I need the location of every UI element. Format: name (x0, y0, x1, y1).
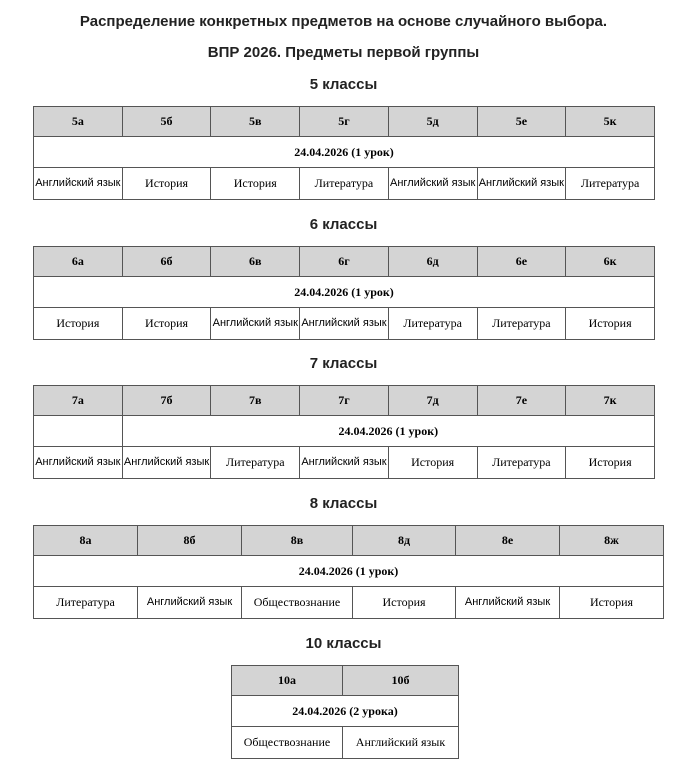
grade10-title: 10 классы (305, 635, 382, 652)
empty-cell (34, 416, 123, 447)
class-header: 6а (34, 247, 123, 277)
grade8-table (33, 525, 664, 619)
subject-cell: История (560, 587, 664, 619)
page-title-line2: ВПР 2026. Предметы первой группы (207, 44, 480, 61)
exam-date: 24.04.2026 (1 урок) (34, 137, 655, 168)
grade5-subject-row (34, 168, 655, 200)
grade7-title: 7 классы (309, 355, 378, 372)
class-header: 7г (300, 386, 389, 416)
grade5-header-row (34, 107, 655, 137)
page-title-line1: Распределение конкретных предметов на основе случайного выбора. (79, 13, 608, 30)
class-header: 7д (388, 386, 477, 416)
class-header: 7а (34, 386, 123, 416)
grade10-date-row (232, 696, 459, 727)
exam-date: 24.04.2026 (2 урока) (232, 696, 459, 727)
grade7-subject-row (34, 447, 655, 479)
subject-cell: Английский язык (300, 308, 389, 340)
subject-cell: Обществознание (232, 727, 343, 759)
subject-cell: Английский язык (211, 308, 300, 340)
class-header: 7в (211, 386, 300, 416)
grade6-title: 6 классы (309, 216, 378, 233)
exam-date: 24.04.2026 (1 урок) (122, 416, 654, 447)
class-header: 8е (456, 526, 560, 556)
subject-cell: Обществознание (242, 587, 353, 619)
class-header: 5а (34, 107, 123, 137)
subject-cell: Английский язык (456, 587, 560, 619)
class-header: 8д (353, 526, 456, 556)
class-header: 5б (122, 107, 211, 137)
exam-date: 24.04.2026 (1 урок) (34, 277, 655, 308)
grade6-subject-row (34, 308, 655, 340)
grade7-date-row (34, 416, 655, 447)
class-header: 5к (566, 107, 655, 137)
class-header: 7к (566, 386, 655, 416)
class-header: 5е (477, 107, 566, 137)
subject-cell: Литература (477, 308, 566, 340)
subject-cell: Английский язык (138, 587, 242, 619)
subject-cell: Английский язык (388, 168, 477, 200)
class-header: 7е (477, 386, 566, 416)
class-header: 7б (122, 386, 211, 416)
subject-cell: История (34, 308, 123, 340)
subject-cell: История (122, 308, 211, 340)
subject-cell: Английский язык (477, 168, 566, 200)
class-header: 6б (122, 247, 211, 277)
subject-cell: История (211, 168, 300, 200)
subject-cell: Литература (388, 308, 477, 340)
subject-cell: Литература (34, 587, 138, 619)
subject-cell: История (353, 587, 456, 619)
exam-date: 24.04.2026 (1 урок) (34, 556, 664, 587)
class-header: 6г (300, 247, 389, 277)
class-header: 8ж (560, 526, 664, 556)
grade8-subject-row (34, 587, 664, 619)
grade8-title: 8 классы (309, 495, 378, 512)
subject-cell: Английский язык (34, 447, 123, 479)
subject-cell: История (566, 447, 655, 479)
grade5-title: 5 классы (309, 76, 378, 93)
grade6-date-row (34, 277, 655, 308)
grade8-header-row (34, 526, 664, 556)
grade6-header-row (34, 247, 655, 277)
subject-cell: История (566, 308, 655, 340)
grade5-table (33, 106, 655, 200)
grade10-header-row (232, 666, 459, 696)
subject-cell: Английский язык (343, 727, 459, 759)
grade10-subject-row (232, 727, 459, 759)
grade10-table (231, 665, 459, 759)
subject-cell: Английский язык (300, 447, 389, 479)
subject-cell: Английский язык (34, 168, 123, 200)
class-header: 10б (343, 666, 459, 696)
class-header: 6д (388, 247, 477, 277)
class-header: 8а (34, 526, 138, 556)
grade7-table (33, 385, 655, 479)
class-header: 8в (242, 526, 353, 556)
subject-cell: Литература (566, 168, 655, 200)
class-header: 6в (211, 247, 300, 277)
subject-cell: Литература (300, 168, 389, 200)
grade5-date-row (34, 137, 655, 168)
grade7-header-row (34, 386, 655, 416)
subject-cell: История (388, 447, 477, 479)
class-header: 6к (566, 247, 655, 277)
class-header: 8б (138, 526, 242, 556)
class-header: 5д (388, 107, 477, 137)
subject-cell: История (122, 168, 211, 200)
class-header: 5г (300, 107, 389, 137)
grade6-table (33, 246, 655, 340)
class-header: 10а (232, 666, 343, 696)
subject-cell: Литература (211, 447, 300, 479)
subject-cell: Литература (477, 447, 566, 479)
grade8-date-row (34, 556, 664, 587)
class-header: 6е (477, 247, 566, 277)
subject-cell: Английский язык (122, 447, 211, 479)
class-header: 5в (211, 107, 300, 137)
